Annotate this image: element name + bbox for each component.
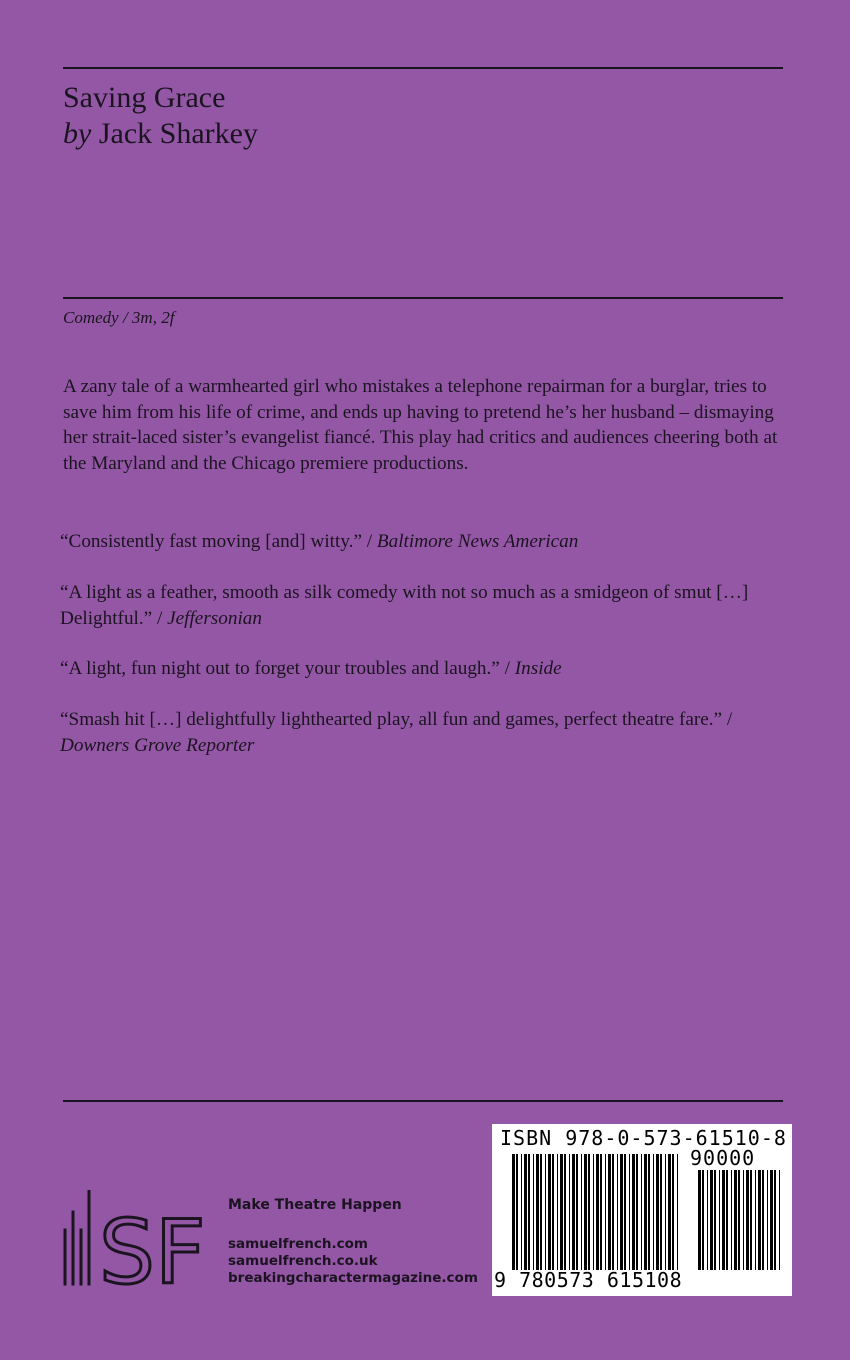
- url-link[interactable]: samuelfrench.co.uk: [228, 1253, 378, 1269]
- quote: [60, 707, 790, 758]
- book-author: Jack Sharkey: [98, 117, 258, 150]
- book-title: Saving Grace: [63, 81, 226, 114]
- barcode-digits: 9 780573 615108: [494, 1268, 683, 1292]
- genre-cast: Comedy / 3m, 2f: [63, 308, 175, 327]
- blurb-text: A zany tale of a warmhearted girl who mistakes a telephone repairman for a burglar, tries to save him from his life of crime, and ends up having to pretend he’s her husband – dismaying her strait-laced sister’s evangelist fiancé. This play had critics and audiences cheering both at the Maryland and the Chicago premiere productions.: [63, 376, 778, 474]
- quote-text: “A light, fun night out to forget your troubles and laugh.” /: [60, 658, 510, 679]
- quote-source: Jeffersonian: [167, 607, 262, 629]
- quote-text: “A light as a feather, smooth as silk comedy with not so much as a smidgeon of smut […] Delightful.” /: [60, 582, 749, 629]
- top-rule: [63, 67, 783, 69]
- url-link[interactable]: breakingcharactermagazine.com: [228, 1270, 478, 1286]
- book-title-block: [63, 80, 258, 152]
- isbn-barcode: [492, 1124, 792, 1296]
- publisher-tagline: Make Theatre Happen: [228, 1197, 402, 1213]
- samuel-french-logo: [63, 1190, 203, 1294]
- publisher-urls: [228, 1236, 478, 1287]
- url-link[interactable]: samuelfrench.com: [228, 1236, 368, 1252]
- quote: [60, 580, 790, 631]
- by-word: by: [63, 117, 92, 150]
- sf-letters: SF: [99, 1201, 203, 1290]
- quote-source: Inside: [514, 658, 562, 679]
- quote-text: “Smash hit […] delightfully lighthearted play, all fun and games, perfect theatre fare.” /: [60, 709, 733, 730]
- sf-logo-mark: [63, 1190, 203, 1290]
- quote: [60, 529, 790, 555]
- quote: [60, 656, 790, 682]
- quote-source: Downers Grove Reporter: [60, 734, 255, 756]
- quote-text: “Consistently fast moving [and] witty.” /: [60, 531, 373, 552]
- bottom-rule: [63, 1100, 783, 1102]
- middle-rule: [63, 297, 783, 299]
- quote-source: Baltimore News American: [376, 531, 579, 552]
- barcode-addon: 90000: [690, 1146, 756, 1170]
- book-author-line: [63, 116, 258, 152]
- isbn-label: ISBN 978-0-573-61510-8: [500, 1126, 787, 1150]
